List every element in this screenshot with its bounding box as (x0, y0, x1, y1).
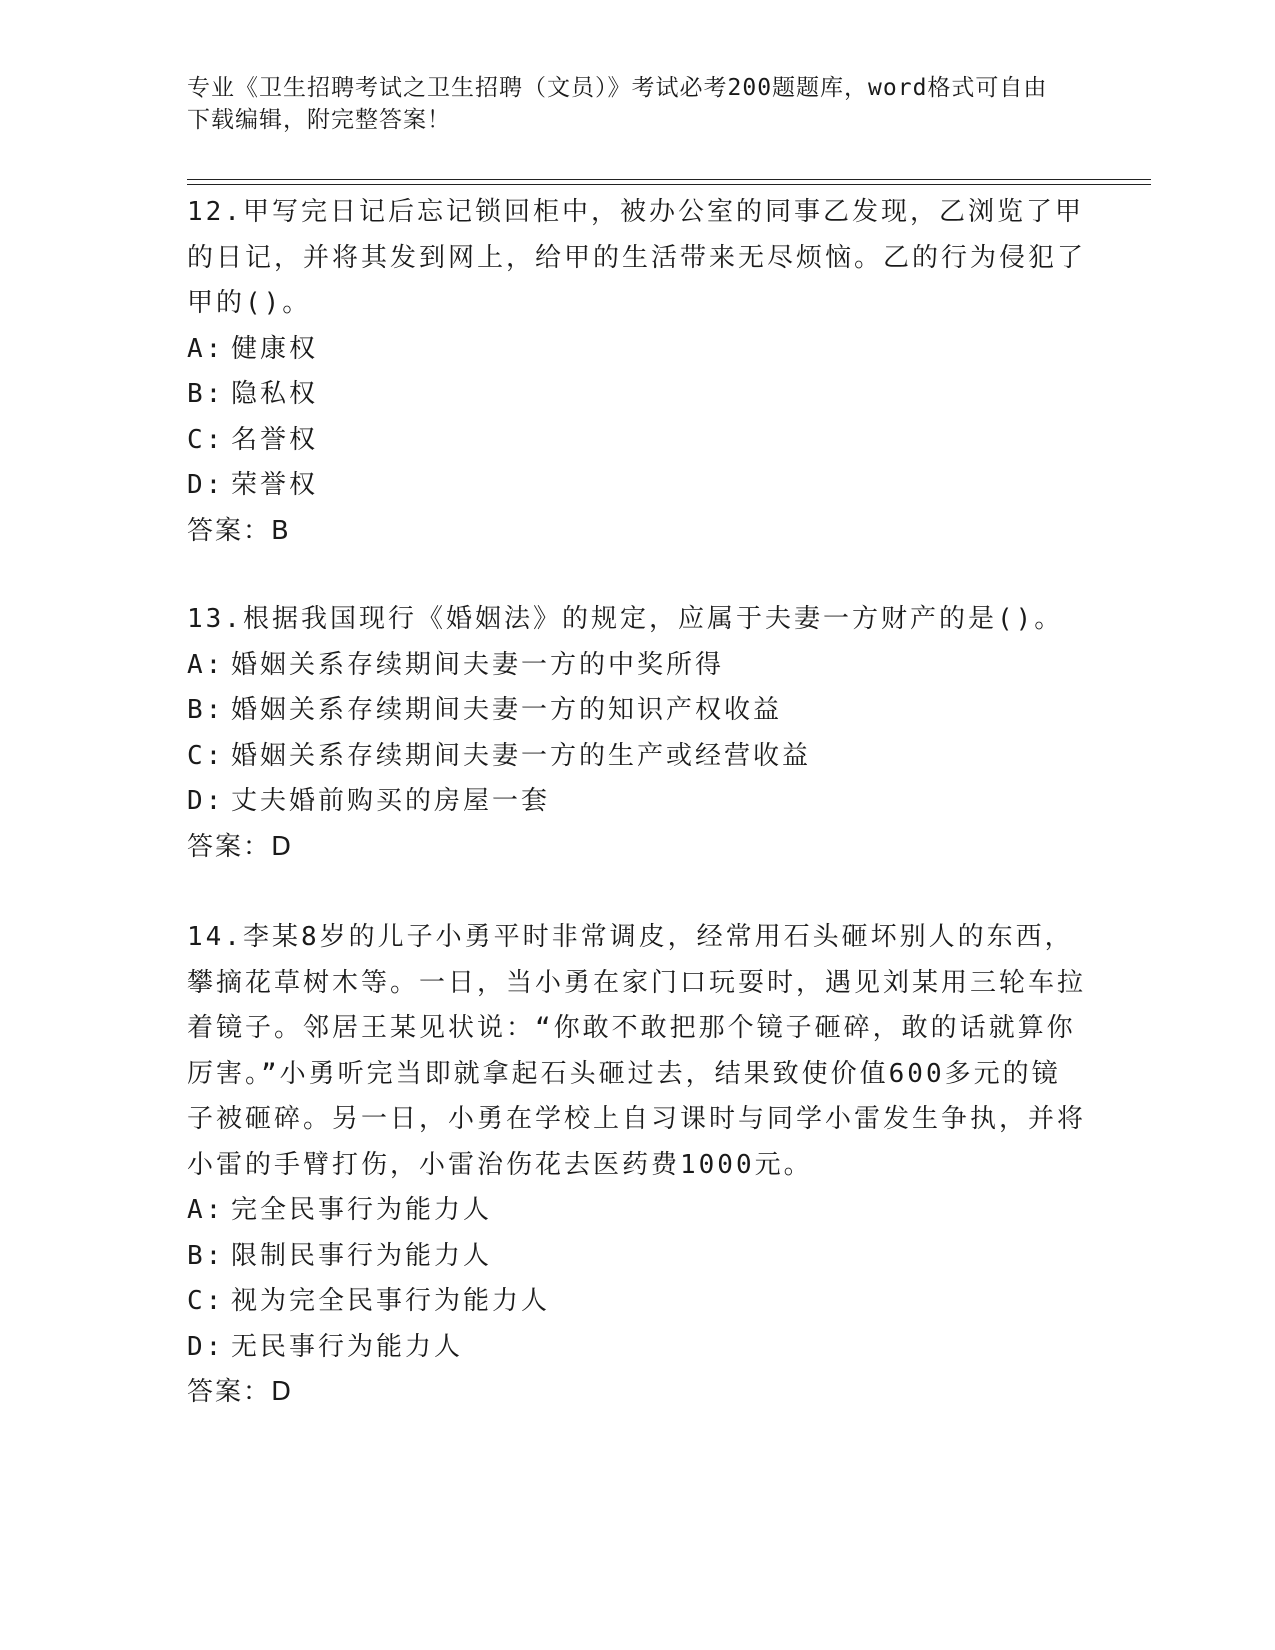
option-text: 丈夫婚前购买的房屋一套 (231, 786, 551, 816)
option-key: D: (187, 1331, 225, 1362)
option-b (187, 372, 1087, 418)
option-text: 无民事行为能力人 (231, 1331, 464, 1362)
option-c (187, 734, 1087, 780)
option-text: 隐私权 (231, 379, 319, 409)
option-c (187, 1279, 1087, 1325)
option-text: 名誉权 (231, 424, 319, 455)
header-divider-top (187, 179, 1151, 180)
option-a (187, 327, 1087, 373)
option-c (187, 418, 1087, 464)
header-divider-bottom (187, 184, 1151, 185)
option-key: B: (187, 695, 225, 725)
option-text: 荣誉权 (231, 470, 319, 500)
option-key: A: (187, 1195, 225, 1225)
option-d (187, 779, 1087, 825)
option-key: C: (187, 424, 225, 455)
option-key: A: (187, 333, 225, 364)
option-text: 视为完全民事行为能力人 (231, 1286, 551, 1316)
option-key: D: (187, 786, 225, 816)
option-text: 婚姻关系存续期间夫妻一方的中奖所得 (231, 649, 725, 680)
question-stem: 12.甲写完日记后忘记锁回柜中，被办公室的同事乙发现，乙浏览了甲的日记，并将其发到网上，给甲的生活带来无尽烦恼。乙的行为侵犯了甲的()。 (187, 197, 1087, 318)
option-a (187, 1188, 1087, 1234)
option-key: C: (187, 740, 225, 771)
option-text: 婚姻关系存续期间夫妻一方的生产或经营收益 (231, 740, 812, 771)
question-12 (187, 190, 1087, 554)
document-header: 专业《卫生招聘考试之卫生招聘（文员）》考试必考200题题库，word格式可自由下载编辑，附完整答案！ (187, 75, 1048, 133)
option-key: C: (187, 1286, 225, 1316)
option-b (187, 688, 1087, 734)
question-13 (187, 597, 1087, 870)
option-b (187, 1234, 1087, 1280)
question-stem: 14.李某8岁的儿子小勇平时非常调皮，经常用石头砸坏别人的东西，攀摘花草树木等。一日，当小勇在家门口玩耍时，遇见刘某用三轮车拉着镜子。邻居王某见状说：“你敢不敢把那个镜子砸碎，敢的话就算你厉害。”小勇听完当即就拿起石头砸过去，结果致使价值600多元的镜子被砸碎。另一日，小勇在学校上自习课时与同学小雷发生争执，并将小雷的手臂打伤，小雷治伤花去医药费1000元。 (187, 922, 1087, 1180)
answer-line: 答案：D (187, 831, 294, 862)
option-key: B: (187, 1240, 225, 1271)
option-text: 健康权 (231, 333, 319, 364)
answer-line: 答案：B (187, 515, 291, 546)
question-14 (187, 915, 1087, 1416)
option-key: A: (187, 649, 225, 680)
option-text: 限制民事行为能力人 (231, 1240, 493, 1271)
answer-line: 答案：D (187, 1377, 294, 1407)
question-stem: 13.根据我国现行《婚姻法》的规定，应属于夫妻一方财产的是()。 (187, 604, 1064, 634)
option-text: 完全民事行为能力人 (231, 1195, 493, 1225)
option-key: D: (187, 470, 225, 500)
option-d (187, 463, 1087, 509)
option-key: B: (187, 379, 225, 409)
option-d (187, 1325, 1087, 1371)
option-a (187, 643, 1087, 689)
option-text: 婚姻关系存续期间夫妻一方的知识产权收益 (231, 695, 783, 725)
